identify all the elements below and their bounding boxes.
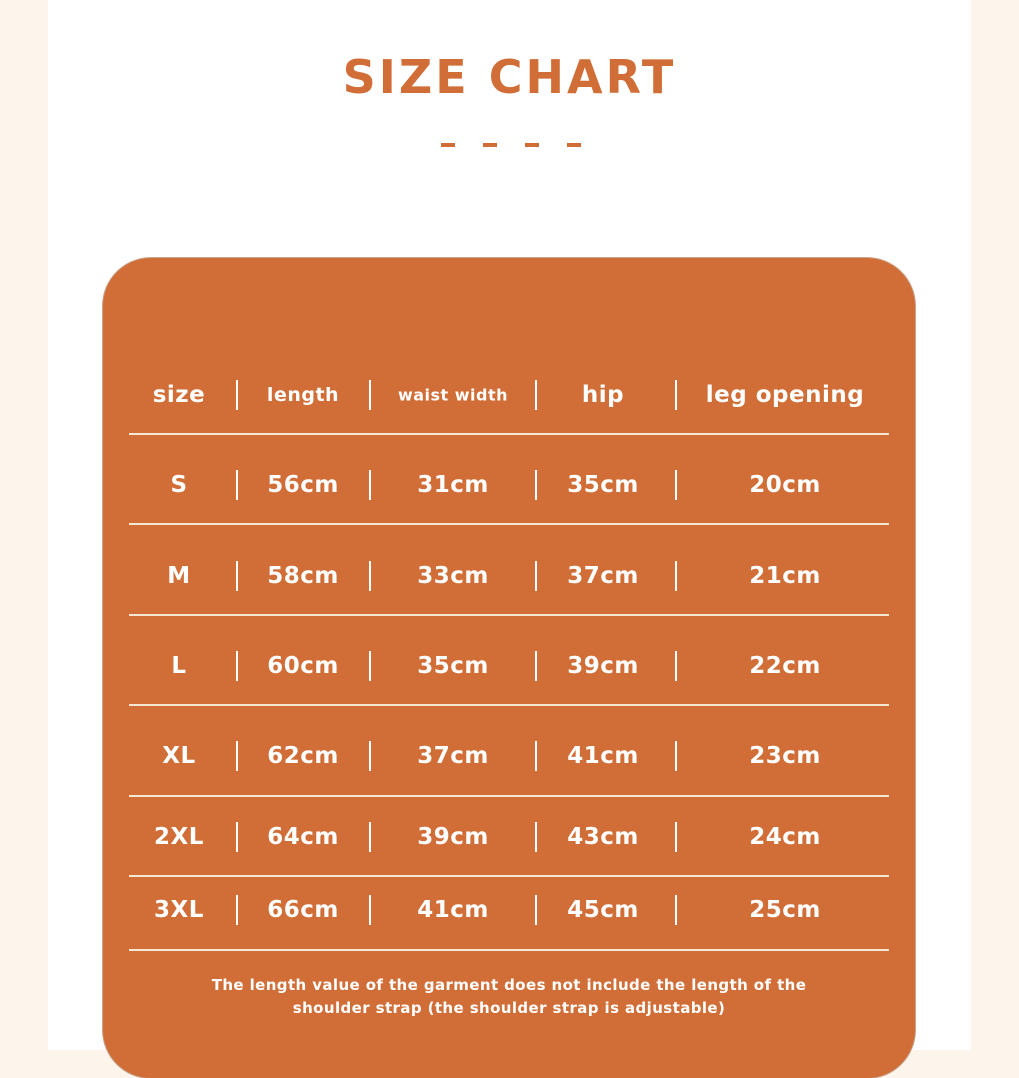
row-divider [129, 704, 889, 706]
measurement-cell: 41cm [567, 743, 639, 769]
size-label-cell: 3XL [154, 897, 204, 923]
measurement-cell: 21cm [749, 563, 821, 589]
size-label-cell: M [167, 563, 191, 589]
column-separator [675, 561, 677, 591]
column-separator [236, 895, 238, 925]
measurement-cell: 37cm [417, 743, 489, 769]
header-cell: leg opening [705, 382, 865, 408]
column-separator [675, 651, 677, 681]
size-note-line-2: shoulder strap (the shoulder strap is adjustable) [292, 999, 726, 1017]
measurement-cell: 43cm [567, 824, 639, 850]
measurement-cell: 56cm [267, 472, 339, 498]
column-separator [369, 895, 371, 925]
column-separator [236, 822, 238, 852]
measurement-cell: 20cm [749, 472, 821, 498]
column-separator [236, 651, 238, 681]
size-note-line-1: The length value of the garment does not include the length of the [211, 976, 807, 994]
size-label-cell: XL [162, 743, 196, 769]
column-separator [236, 470, 238, 500]
column-separator [535, 741, 537, 771]
column-separator [369, 470, 371, 500]
column-separator [369, 822, 371, 852]
page-title: SIZE CHART [342, 50, 677, 104]
measurement-cell: 66cm [267, 897, 339, 923]
header-cell: waist width [397, 385, 509, 405]
measurement-cell: 41cm [417, 897, 489, 923]
column-separator [535, 380, 537, 410]
measurement-cell: 64cm [267, 824, 339, 850]
measurement-cell: 35cm [417, 653, 489, 679]
divider-dash [441, 143, 455, 147]
column-separator [369, 651, 371, 681]
size-label-cell: 2XL [154, 824, 204, 850]
measurement-cell: 31cm [417, 472, 489, 498]
divider-dash [567, 143, 581, 147]
column-separator [369, 380, 371, 410]
size-note [103, 974, 915, 1020]
row-divider [129, 523, 889, 525]
divider-dash [525, 143, 539, 147]
column-separator [675, 741, 677, 771]
header-cell: hip [581, 382, 625, 408]
measurement-cell: 33cm [417, 563, 489, 589]
header-cell: length [266, 384, 340, 406]
column-separator [236, 561, 238, 591]
measurement-cell: 35cm [567, 472, 639, 498]
measurement-cell: 25cm [749, 897, 821, 923]
measurement-cell: 24cm [749, 824, 821, 850]
column-separator [675, 470, 677, 500]
measurement-cell: 22cm [749, 653, 821, 679]
size-label-cell: L [171, 653, 187, 679]
measurement-cell: 60cm [267, 653, 339, 679]
row-divider [129, 614, 889, 616]
measurement-cell: 62cm [267, 743, 339, 769]
column-separator [369, 561, 371, 591]
row-divider [129, 875, 889, 877]
row-divider [129, 795, 889, 797]
column-separator [675, 380, 677, 410]
column-separator [535, 470, 537, 500]
size-label-cell: S [170, 472, 188, 498]
column-separator [675, 895, 677, 925]
row-divider [129, 433, 889, 435]
measurement-cell: 23cm [749, 743, 821, 769]
measurement-cell: 58cm [267, 563, 339, 589]
column-separator [236, 741, 238, 771]
column-separator [535, 895, 537, 925]
measurement-cell: 39cm [567, 653, 639, 679]
row-divider [129, 949, 889, 951]
title-divider [441, 143, 581, 147]
column-separator [369, 741, 371, 771]
measurement-cell: 39cm [417, 824, 489, 850]
column-separator [535, 651, 537, 681]
column-separator [535, 561, 537, 591]
column-separator [675, 822, 677, 852]
size-chart-card [103, 258, 915, 1078]
column-separator [535, 822, 537, 852]
header-cell: size [152, 382, 206, 408]
column-separator [236, 380, 238, 410]
divider-dash [483, 143, 497, 147]
measurement-cell: 37cm [567, 563, 639, 589]
measurement-cell: 45cm [567, 897, 639, 923]
